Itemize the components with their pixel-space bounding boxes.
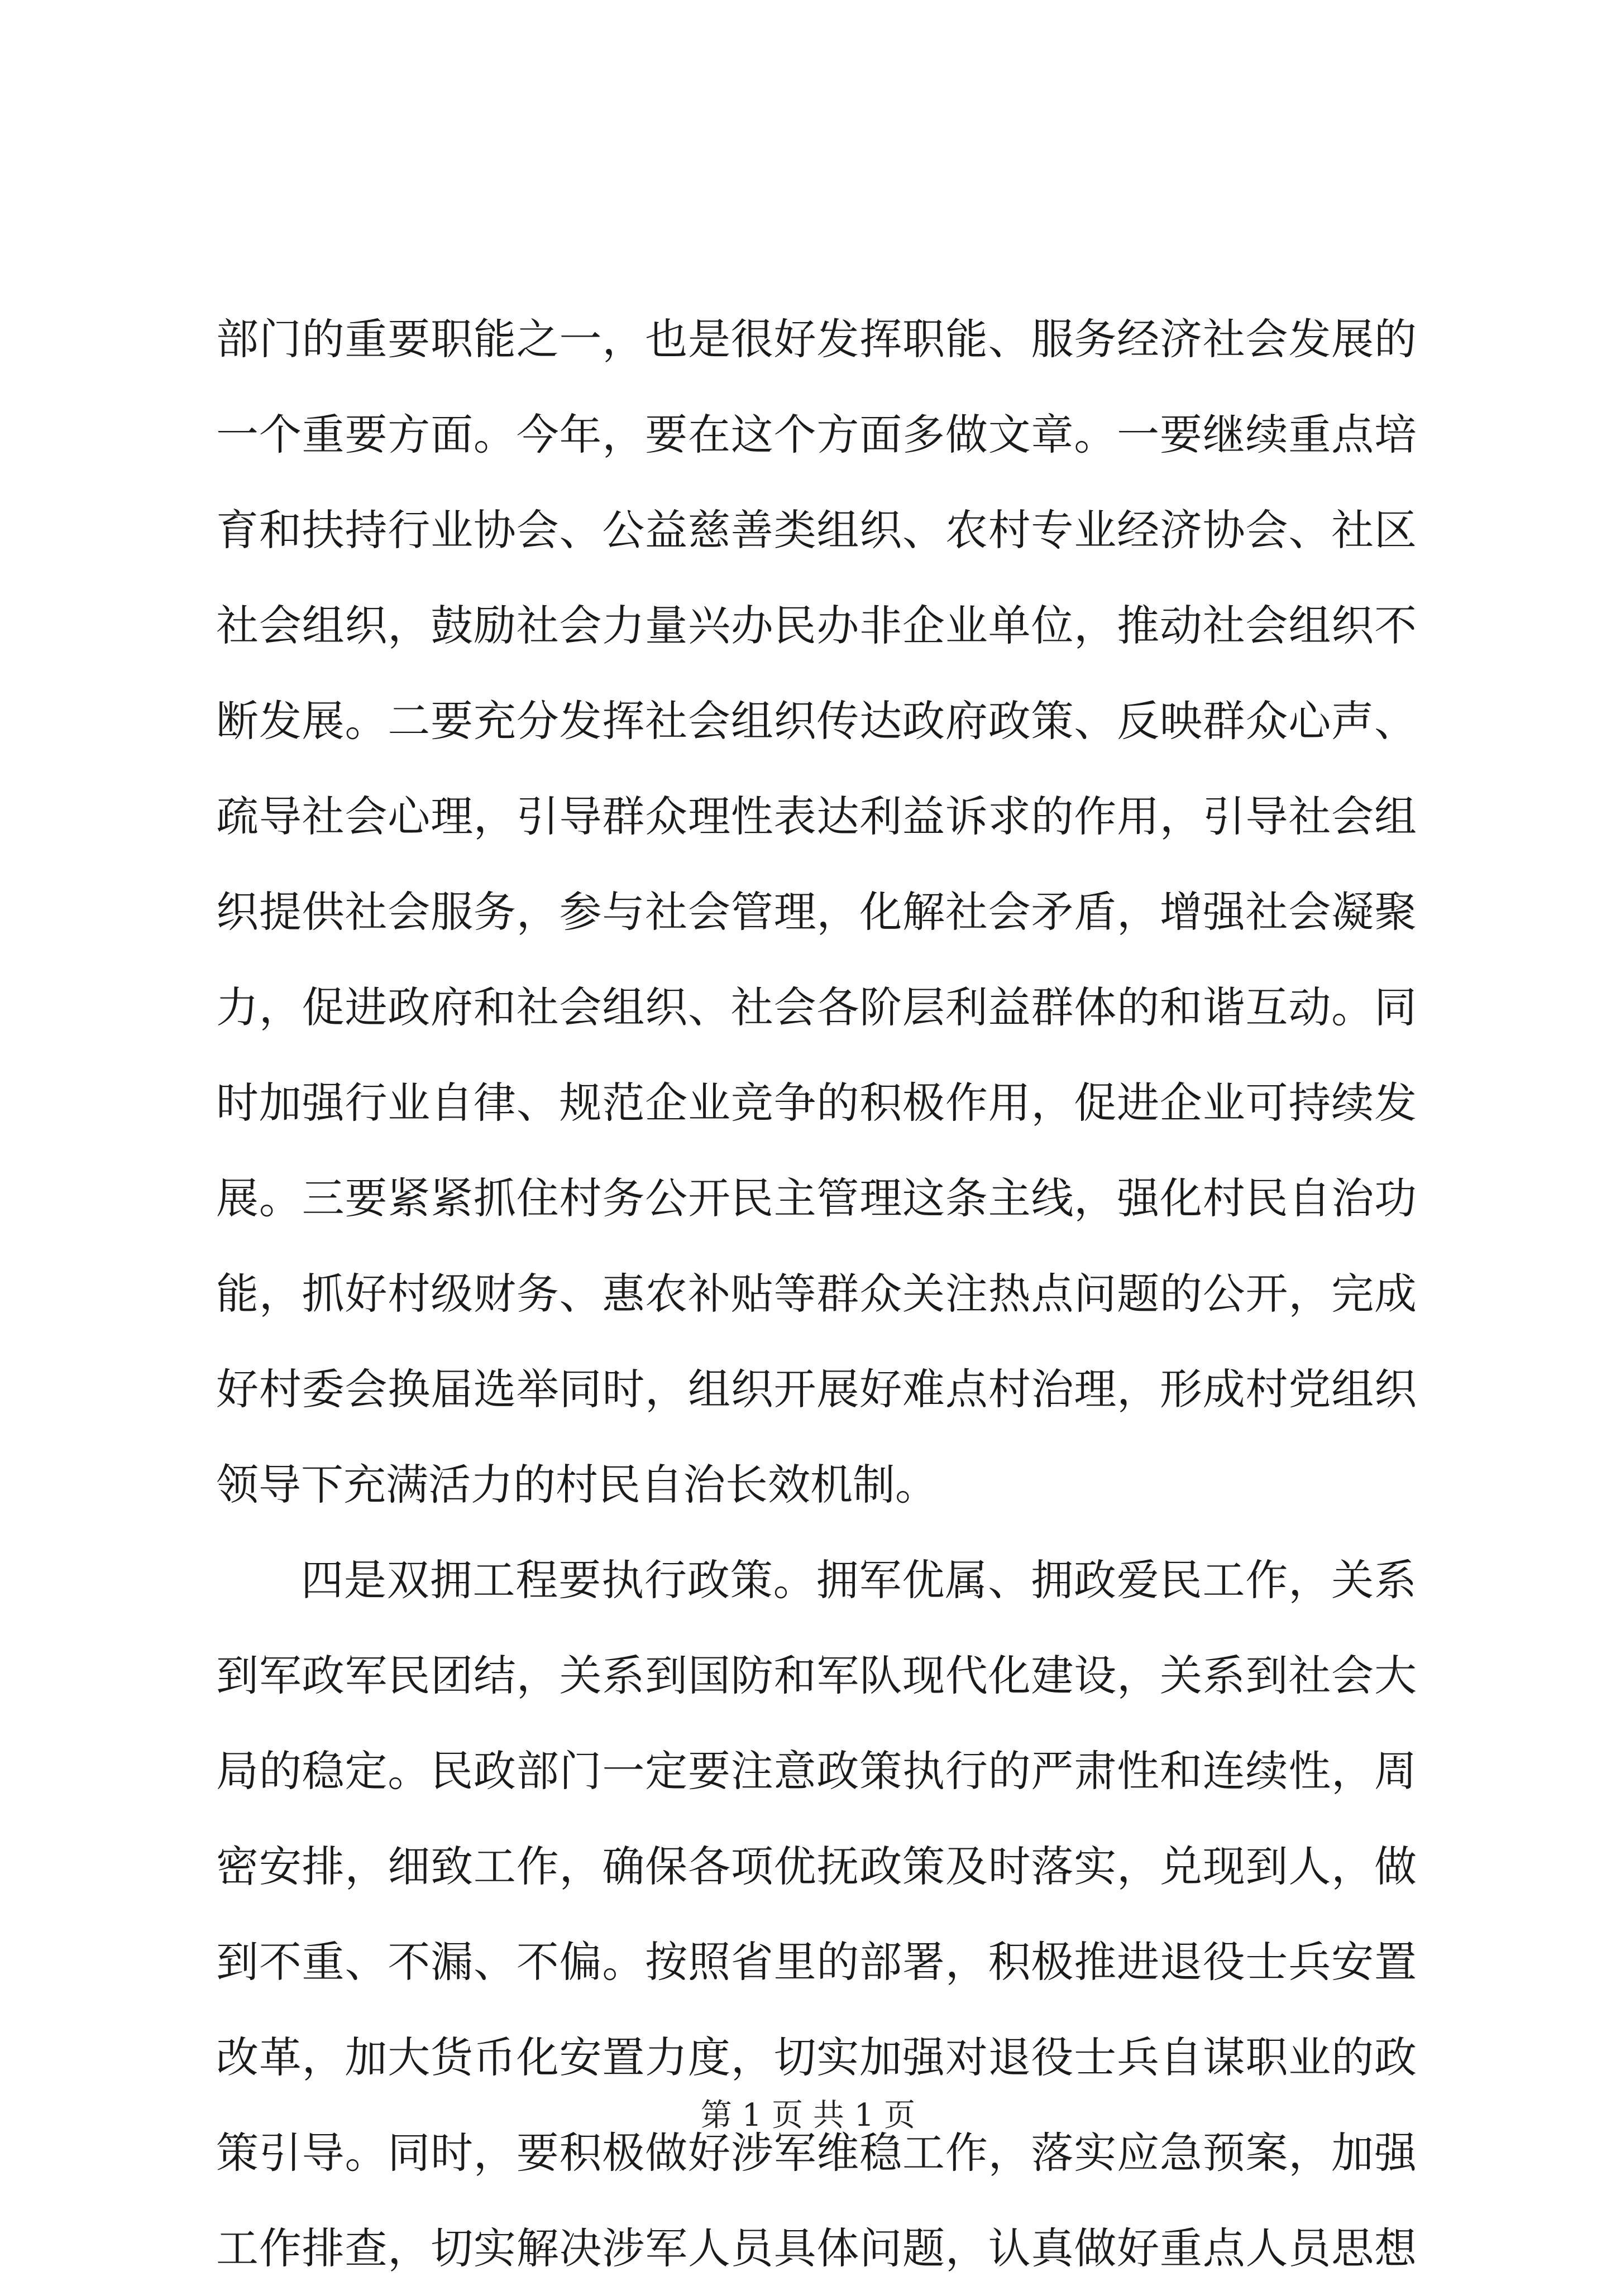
text-line: 策引导。同时，要积极做好涉军维稳工作，落实应急预案，加强 [216,2128,1417,2178]
text-line: 部门的重要职能之一，也是很好发挥职能、服务经济社会发展的 [216,314,1417,364]
paragraph-1 [216,291,1417,1532]
text-line: 局的稳定。民政部门一定要注意政策执行的严肃性和连续性，周 [216,1746,1417,1796]
text-line: 领导下充满活力的村民自治长效机制。 [216,1460,938,1509]
text-line: 改革，加大货币化安置力度，切实加强对退役士兵自谋职业的政 [216,2033,1417,2082]
text-line: 社会组织，鼓励社会力量兴办民办非企业单位，推动社会组织不 [216,601,1417,650]
text-line: 到不重、不漏、不偏。按照省里的部署，积极推进退役士兵安置 [216,1937,1417,1987]
page-footer [0,2096,1616,2135]
text-line: 能，抓好村级财务、惠农补贴等群众关注热点问题的公开，完成 [216,1269,1417,1319]
text-line: 时加强行业自律、规范企业竞争的积极作用，促进企业可持续发 [216,1078,1417,1128]
document-body [216,291,1417,2296]
text-line: 密安排，细致工作，确保各项优抚政策及时落实，兑现到人，做 [216,1842,1417,1891]
text-line: 到军政军民团结，关系到国防和军队现代化建设，关系到社会大 [216,1651,1417,1700]
text-line: 断发展。二要充分发挥社会组织传达政府政策、反映群众心声、 [216,696,1417,746]
text-line: 四是双拥工程要执行政策。拥军优属、拥政爱民工作，关系 [301,1555,1417,1605]
text-line: 织提供社会服务，参与社会管理，化解社会矛盾，增强社会凝聚 [216,887,1417,937]
text-line: 力，促进政府和社会组织、社会各阶层利益群体的和谐互动。同 [216,982,1417,1032]
page-number-label: 第 1 页 共 1 页 [700,2097,916,2134]
text-line: 育和扶持行业协会、公益慈善类组织、农村专业经济协会、社区 [216,505,1417,555]
text-line: 疏导社会心理，引导群众理性表达利益诉求的作用，引导社会组 [216,792,1417,841]
text-line: 工作排查，切实解决涉军人员具体问题，认真做好重点人员思想 [216,2223,1417,2273]
paragraph-2 [216,1532,1417,2296]
text-line: 好村委会换届选举同时，组织开展好难点村治理，形成村党组织 [216,1364,1417,1414]
text-line: 一个重要方面。今年，要在这个方面多做文章。一要继续重点培 [216,410,1417,459]
text-line: 展。三要紧紧抓住村务公开民主管理这条主线，强化村民自治功 [216,1173,1417,1223]
